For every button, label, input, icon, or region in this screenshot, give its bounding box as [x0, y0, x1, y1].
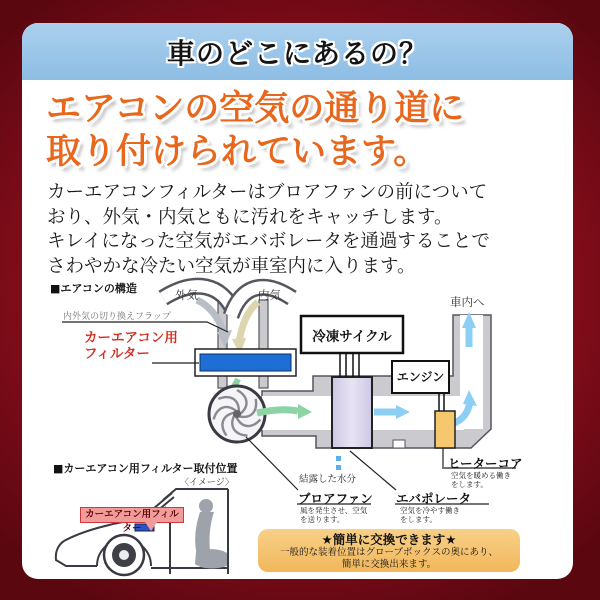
outside-air-label: 外気 — [175, 288, 198, 302]
seat-silhouette — [195, 499, 227, 568]
to-cabin-label: 車内へ — [450, 295, 485, 309]
blower-fan-icon — [209, 386, 265, 442]
body-line: キレイになった空気がエバボレータを通過することで — [47, 231, 490, 252]
blower-fan-desc1: 風を発生させ、空気 — [300, 506, 368, 515]
banner-line1: 一般的な装着位置はグローブボックスの奥にあり、 — [280, 547, 498, 558]
diagram-section-title: ■エアコンの構造 — [50, 282, 137, 295]
evaporator-label: エバポレータ — [396, 491, 472, 506]
filter-label — [84, 330, 178, 362]
content-panel — [22, 23, 573, 579]
blower-fan-desc2: を送ります。 — [300, 515, 345, 524]
filter-label-line2: フィルター — [84, 346, 150, 362]
evaporator-desc1: 空気を冷やす働き — [400, 506, 460, 515]
evaporator-desc — [400, 506, 460, 524]
page-title: 車のどこにあるの？ — [166, 36, 428, 70]
condensation-label: 結露した水分 — [299, 474, 357, 485]
heater-core-shape — [435, 411, 455, 448]
car-filter-tag: カーエアコン用フィルター — [80, 507, 184, 523]
replacement-banner — [258, 529, 520, 572]
banner-line2: 簡単に交換出来ます。 — [341, 558, 437, 570]
cabin-filter — [195, 349, 296, 376]
inside-air-label: 内気 — [258, 288, 281, 302]
blower-fan-desc — [300, 506, 367, 524]
headline-line2: 取り付けられています。 — [46, 132, 429, 172]
blower-fan-label: ブロアファン — [298, 491, 373, 506]
body-line: おり、外気・内気ともに汚れをキャッチします。 — [47, 206, 453, 228]
engine-label: エンジン — [396, 370, 445, 384]
heater-core-desc1: 空気を暖める働き — [451, 471, 511, 480]
evaporator-desc2: をします。 — [400, 515, 437, 524]
body-line: カーエアコンフィルターはブロアファンの前について — [47, 182, 488, 203]
filter-label-line1: カーエアコン用 — [84, 330, 178, 346]
heater-core-label: ヒーターコア — [448, 456, 523, 471]
condensation-drops — [336, 456, 341, 470]
heater-core-desc2: をします。 — [451, 480, 488, 489]
car-section-title: ■カーエアコン用フィルター取付位置 — [53, 462, 238, 475]
heater-core-desc — [451, 471, 511, 489]
flap-label: 内外気の切り換えフラップ — [63, 312, 171, 322]
body-line: さわやかな冷たい空気が車室内に入ります。 — [47, 255, 416, 277]
headline-line1: エアコンの空気の通り道に — [46, 89, 465, 129]
refrigeration-cycle-label: 冷凍サイクル — [312, 329, 392, 345]
evaporator-shape — [332, 377, 372, 448]
car-illustration — [56, 489, 228, 575]
car-section-subtitle: 〈イメージ〉 — [180, 478, 234, 488]
banner-title: ★簡単に交換できます★ — [321, 532, 457, 547]
